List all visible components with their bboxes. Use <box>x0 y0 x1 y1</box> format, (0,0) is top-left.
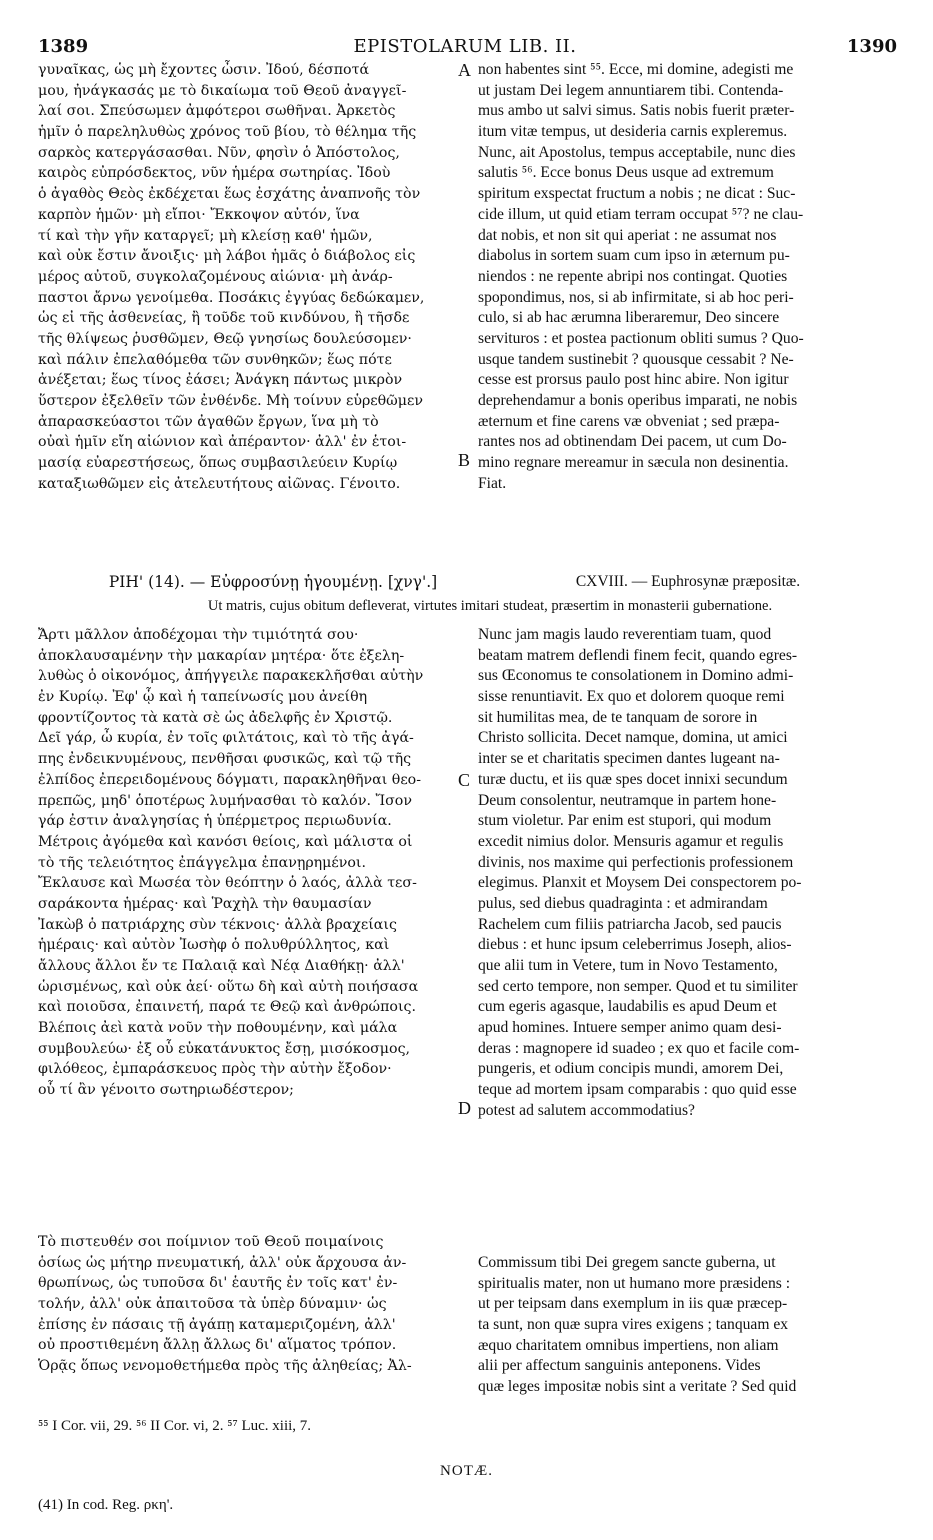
scripture-references: ⁵⁵ I Cor. vii, 29. ⁵⁶ II Cor. vi, 2. ⁵⁷ Luc. xiii, 7. <box>38 1418 312 1434</box>
text-line: stum violetur. Par enim est stupori, qui modum <box>478 812 772 830</box>
text-line: Βλέποις ἀεὶ κατὰ νοῦν τὴν ποθουμένην, καὶ μάλα <box>38 1020 398 1037</box>
text-line: ἐλπίδος ἐπερειδομένους δόγματι, παρακληθῆναι θεο- <box>38 771 422 788</box>
letter-title-greek: ΡΙΗ' (14). — Εὐφροσύνῃ ἡγουμένῃ. [χνγ'.] <box>108 573 438 591</box>
footnote-41: (41) In cod. Reg. ρκη'. <box>38 1497 174 1513</box>
greek-column-body-1 <box>38 625 456 1101</box>
text-line: καρπὸν ἡμῶν· μὴ εἴποι· Ἔκκοψον αὐτόν, ἵνα <box>38 206 360 223</box>
text-line: ὡρισμένως, καὶ οὐκ ἀεί· οὕτω δὴ καὶ αὐτὴ ποιήσασα <box>38 978 419 995</box>
text-line: παστοι ἄρνω γενοίμεθα. Ποσάκις ἐγγύας δεδώκαμεν, <box>38 289 425 306</box>
text-line: Μέτροις ἀγόμεθα καὶ κανόσι θείοις, καὶ μάλιστα οἱ <box>38 833 413 850</box>
text-line: γυναῖκας, ὡς μὴ ἔχοντες ὦσιν. Ἰδού, δέσποτά <box>38 62 370 78</box>
text-line: turæ ductu, et iis quæ spes docet innixi secundum <box>478 770 788 788</box>
text-line: ut per teipsam dans exemplum in iis quæ præcep- <box>478 1295 788 1313</box>
text-line: σαράκοντα ἡμέρας· καὶ Ῥαχὴλ τὴν θαυμασίαν <box>38 895 372 912</box>
text-line: φροντίζοντος τὰ κατὰ σὲ ὡς ἀδελφῆς ἐν Χριστῷ. <box>38 709 393 726</box>
text-line: συμβουλεύω· ἐξ οὗ εὐκατάνυκτος ἔσῃ, μισόκοσμος, <box>38 1040 411 1057</box>
text-line: quæ leges impositæ nobis sint a veritate ? Sed quid <box>478 1378 797 1396</box>
text-line: beatam matrem deflendi finem fecit, quando egres- <box>478 646 798 664</box>
text-line: ut justam Dei legem annuntiarem tibi. Contenda- <box>478 81 784 99</box>
text-line: πρεπῶς, μηδ' ὁποτέρως λυμήνασθαι τὸ καλόν. Ἴσον <box>38 792 412 809</box>
text-line: Ὁρᾷς ὅπως νενομοθετήμεθα πρὸς τῆς ἀληθείας; Ἀλ- <box>38 1358 412 1375</box>
text-line: itum vitæ tempus, ut desideria carnis expleremus. <box>478 123 788 141</box>
text-line: pulus, sed diebus quadraginta : et admirandam <box>478 894 768 912</box>
text-line: ἡμῖν ὁ παρεληλυθὼς χρόνος τοῦ βίου, τὸ θέλημα τῆς <box>38 124 417 141</box>
letter-summary: Ut matris, cujus obitum defleverat, virtutes imitari studeat, præsertim in monasterii gubernatione. <box>207 598 773 614</box>
text-line: divinis, nos maxime qui perfectionis professionem <box>478 853 794 871</box>
text-line: ἄλλους ἄλλοι ἔν τε Παλαιᾷ καὶ Νέᾳ Διαθήκῃ· ἀλλ' <box>38 958 405 974</box>
text-line: ἀνέξεται; ἕως τίνος ἐάσει; Ἀνάγκη πάντως μικρὸν <box>38 372 403 389</box>
margin-mark-a: A <box>458 60 471 80</box>
text-line: ὁ ἀγαθὸς Θεὸς ἐκδέχεται ἕως ἐσχάτης ἀναπνοῆς τὸν <box>38 186 421 203</box>
text-line: apud homines. Intuere semper animo quam desi- <box>478 1019 782 1037</box>
text-line: sus Œconomus te consolationem in Domino admi- <box>478 667 794 685</box>
text-line: Fiat. <box>478 474 507 492</box>
text-line: Τὸ πιστευθέν σοι ποίμνιον τοῦ Θεοῦ ποιμαίνοις <box>38 1234 384 1250</box>
text-line: Ἰακὼβ ὁ πατριάρχης σὺν τέκνοις· ἀλλὰ βραχείαις <box>38 916 397 933</box>
text-line: potest ad salutem accommodatius? <box>478 1101 695 1119</box>
text-line: γάρ ἐστιν ἀναλγησίας ἡ ὑπέρμετρος περιωδυνία. <box>38 813 392 830</box>
text-line: Deum consolentur, neutramque in partem hone- <box>478 791 777 809</box>
text-line: Nunc, ait Apostolus, tempus acceptabile, nunc dies <box>478 143 796 161</box>
text-line: ἐν Κυρίῳ. Ἐφ' ᾧ καὶ ἡ ταπείνωσίς μου ἀνείθη <box>38 689 368 706</box>
text-line: ἐπίσης ἐν πάσαις τῇ ἀγάπῃ καταμεριζομένη, ἀλλ' <box>38 1316 396 1333</box>
text-line: οὐ προστιθεμένη ἄλλῃ ἄλλως δι' αἵματος τρόπον. <box>38 1337 397 1354</box>
text-line: mus ambo ut salvi simus. Satis nobis fuerit præter- <box>478 102 795 120</box>
text-line: καταξιωθῶμεν εἰς ἀτελευτήτους αἰῶνας. Γένοιτο. <box>38 475 401 492</box>
text-line: οὐαὶ ἡμῖν εἴη αἰώνιον καὶ ἀπέραντον· ἀλλ' ἐν ἑτοι- <box>38 434 407 451</box>
text-line: spiritualis mater, non ut humano more præsidens : <box>478 1274 791 1292</box>
text-line: rantes nos ad obtinendam Dei pacem, ut cum Do- <box>478 433 787 451</box>
text-line: æquo charitatem omnibus impertiens, non aliam <box>478 1336 779 1354</box>
text-line: deprehendamur a bonis operibus imparati, ne nobis <box>478 392 798 409</box>
text-line: Nunc jam magis laudo reverentiam tuam, quod <box>478 626 772 643</box>
text-line: λαί σοι. Σπεύσωμεν ἀμφότεροι σωθῆναι. Ἀρκετὸς <box>38 103 396 120</box>
text-line: culo, si ab hac ærumna liberaremur, Deo sincere <box>478 309 780 327</box>
text-line: Christo sollicita. Decet namque, domina, ut amici <box>478 729 788 747</box>
text-line: καὶ οὐκ ἔστιν ἄνοιξις· μὴ λάβοι ἡμᾶς ὁ διάβολος εἰς <box>38 248 416 265</box>
text-line: λυθὼς ὁ οἰκονόμος, ἀπήγγειλε παρακεκλῆσθαι αὐτὴν <box>38 668 424 685</box>
page-number-right: 1390 <box>846 36 897 57</box>
text-line: οὗ τί ἂν γένοιτο σωτηριωδέστερον; <box>38 1082 294 1099</box>
text-line: Δεῖ γάρ, ὦ κυρία, ἐν τοῖς φιλτάτοις, καὶ τὸ τῆς ἀγά- <box>38 730 414 747</box>
text-line: τί καὶ τὴν γῆν καταργεῖ; μὴ κλείσῃ καθ' ἡμῶν, <box>38 227 373 244</box>
text-line: μασίᾳ εὐαρεστήσεως, ὅπως συμβασιλεύειν Κυρίῳ <box>38 455 398 472</box>
text-line: deras : magnopere id suadeo ; ex quo et facile com- <box>478 1039 800 1057</box>
text-line: spiritum exspectat fructum a nobis ; ne dicat : Suc- <box>478 185 796 203</box>
running-title: EPISTOLARUM LIB. II. <box>353 36 577 57</box>
text-line: sisse renuntiavit. Ex quo et dolorem quoque remi <box>478 688 785 706</box>
text-line: diabolus in sortem suam cum ipso in æternum pu- <box>478 247 790 265</box>
text-line: spopondimus, nos, si ab infirmitate, si ab hoc peri- <box>478 288 794 306</box>
text-line: καὶ πάλιν ἐπελαθόμεθα τῶν συνθηκῶν; ἕως πότε <box>38 351 392 368</box>
text-line: σαρκὸς κατεργάσασθαι. Νῦν, φησὶν ὁ Ἀπόστολος, <box>38 144 400 161</box>
text-line: inter se et charitatis specimen dantes lugeant na- <box>478 750 780 768</box>
text-line: æternum et fine carens væ obveniat ; sed præpa- <box>478 412 780 430</box>
margin-mark-c: C <box>458 770 471 790</box>
text-line: πης ἐνδεικνυμένους, πενθῆσαι φυσικῶς, καὶ τῷ τῆς <box>38 751 412 768</box>
text-line: que alii tum in Vetere, tum in Novo Testamento, <box>478 957 778 974</box>
text-line: usque tandem sustinebit ? quousque cessabit ? Ne- <box>478 350 794 368</box>
letter-title-latin: CXVIII. — Euphrosynæ præpositæ. <box>575 573 801 590</box>
text-line: sit humilitas mea, de te tanquam de sorore in <box>478 708 758 726</box>
text-line: ὁσίως ὡς μήτηρ πνευματική, ἀλλ' οὐκ ἄρχουσα ἀν- <box>38 1254 407 1271</box>
notae-heading: NOTÆ. <box>440 1463 493 1479</box>
text-line: cide illum, ut quid etiam terram occupat ⁵⁷? ne clau- <box>478 205 804 223</box>
text-line: Ἄρτι μᾶλλον ἀποδέχομαι τὴν τιμιότητά σου· <box>38 627 359 643</box>
text-line: Rachelem cum filiis patriarcha Jacob, sed paucis <box>478 915 782 933</box>
text-line: μου, ἠνάγκασάς με τὸ δικαίωμα τοῦ Θεοῦ ἀναγγεῖ- <box>38 82 407 99</box>
text-line: ὕστερον ἐξελθεῖν τῶν ἐνθένδε. Μὴ τοίνυν εὑρεθῶμεν <box>38 393 423 409</box>
text-line: καιρὸς εὐπρόσδεκτος, νῦν ἡμέρα σωτηρίας. Ἰδοὺ <box>38 165 391 182</box>
text-line: θρωπίνως, ὡς τυποῦσα δι' ἑαυτῆς ἐν τοῖς κατ' ἐν- <box>38 1275 398 1292</box>
page-number-left: 1389 <box>38 36 89 57</box>
text-line: καὶ ποιοῦσα, ἐπαινετή, παρά τε Θεῷ καὶ ἀνθρώποις. <box>38 999 416 1016</box>
text-line: ta sunt, non quæ supra vires exigens ; tanquam ex <box>478 1316 789 1334</box>
text-line: Commissum tibi Dei gregem sancte guberna, ut <box>478 1254 776 1271</box>
margin-mark-b: B <box>458 450 471 470</box>
text-line: diebus : et hunc ipsum celeberrimus Joseph, alios- <box>478 936 792 954</box>
text-line: τολήν, ἀλλ' οὐκ ἀπαιτοῦσα τὰ ὑπὲρ δύναμιν· ὡς <box>38 1296 387 1313</box>
text-line: alii per affectum sanguinis anteponens. Vides <box>478 1357 761 1375</box>
text-line: servituros : et postea pactionum obliti sumus ? Quo- <box>478 329 804 347</box>
latin-column-body-2 <box>478 1253 898 1398</box>
greek-column-top <box>38 60 456 494</box>
text-line: τῆς θλίψεως ῥυσθῶμεν, Θεῷ γνησίως δουλεύσομεν· <box>38 330 412 347</box>
latin-column-top <box>478 60 898 494</box>
text-line: elegimus. Planxit et Moysem Dei conspectorem po- <box>478 874 802 892</box>
text-line: ὡς εἰ τῆς ἀσθενείας, ἢ τοῦδε τοῦ κινδύνου, ἢ τῆσδε <box>38 310 410 327</box>
greek-column-body-2 <box>38 1232 456 1377</box>
margin-mark-d: D <box>458 1098 471 1118</box>
text-line: teque ad mortem ipsam comparabis : quo quid esse <box>478 1081 797 1099</box>
text-line: Ἔκλαυσε καὶ Μωσέα τὸν θεόπτην ὁ λαός, ἀλλὰ τεσ- <box>38 875 417 892</box>
text-line: τὸ τῆς τελειότητος ἐπάγγελμα ἐπανῃρημένοι. <box>38 854 366 871</box>
text-line: mino regnare mereamur in sæcula non desinentia. <box>478 454 789 472</box>
latin-column-body-1 <box>478 625 898 1122</box>
text-line: φιλόθεος, ἐμπαράσκευος πρὸς τὴν αὐτὴν ἔξοδον· <box>38 1061 392 1078</box>
text-line: cum egeris agasque, laudabilis es apud Deum et <box>478 998 777 1016</box>
text-line: dat nobis, et non sit qui aperiat : ne assumat nos <box>478 226 777 244</box>
text-line: niendos : ne repente abripi nos contingat. Quoties <box>478 267 788 285</box>
text-line: pungeris, et odium concipis mundi, amorem Dei, <box>478 1060 784 1078</box>
text-line: salutis ⁵⁶. Ecce bonus Deus usque ad extremum <box>478 164 774 182</box>
text-line: ἀποκλαυσαμένην τὴν μακαρίαν μητέρα· ὅτε ἐξελη- <box>38 647 405 664</box>
text-line: excedit nimius dolor. Mensuris agamur et regulis <box>478 832 784 850</box>
text-line: μέρος αὐτοῦ, συγκολαζομένους αἰώνια· μὴ ἀνάρ- <box>38 268 393 285</box>
text-line: ἀπαρασκεύαστοι τῶν ἀγαθῶν ἔργων, ἵνα μὴ τὸ <box>38 413 379 430</box>
text-line: ἡμέραις· καὶ αὐτὸν Ἰωσὴφ ὁ πολυθρύλλητος, καὶ <box>38 937 390 954</box>
text-line: cesse est prorsus paulo post hinc abire. Non igitur <box>478 371 789 389</box>
text-line: sed certo tempore, non semper. Quod et tu similiter <box>478 977 798 995</box>
text-line: non habentes sint ⁵⁵. Ecce, mi domine, adegisti me <box>478 61 794 78</box>
